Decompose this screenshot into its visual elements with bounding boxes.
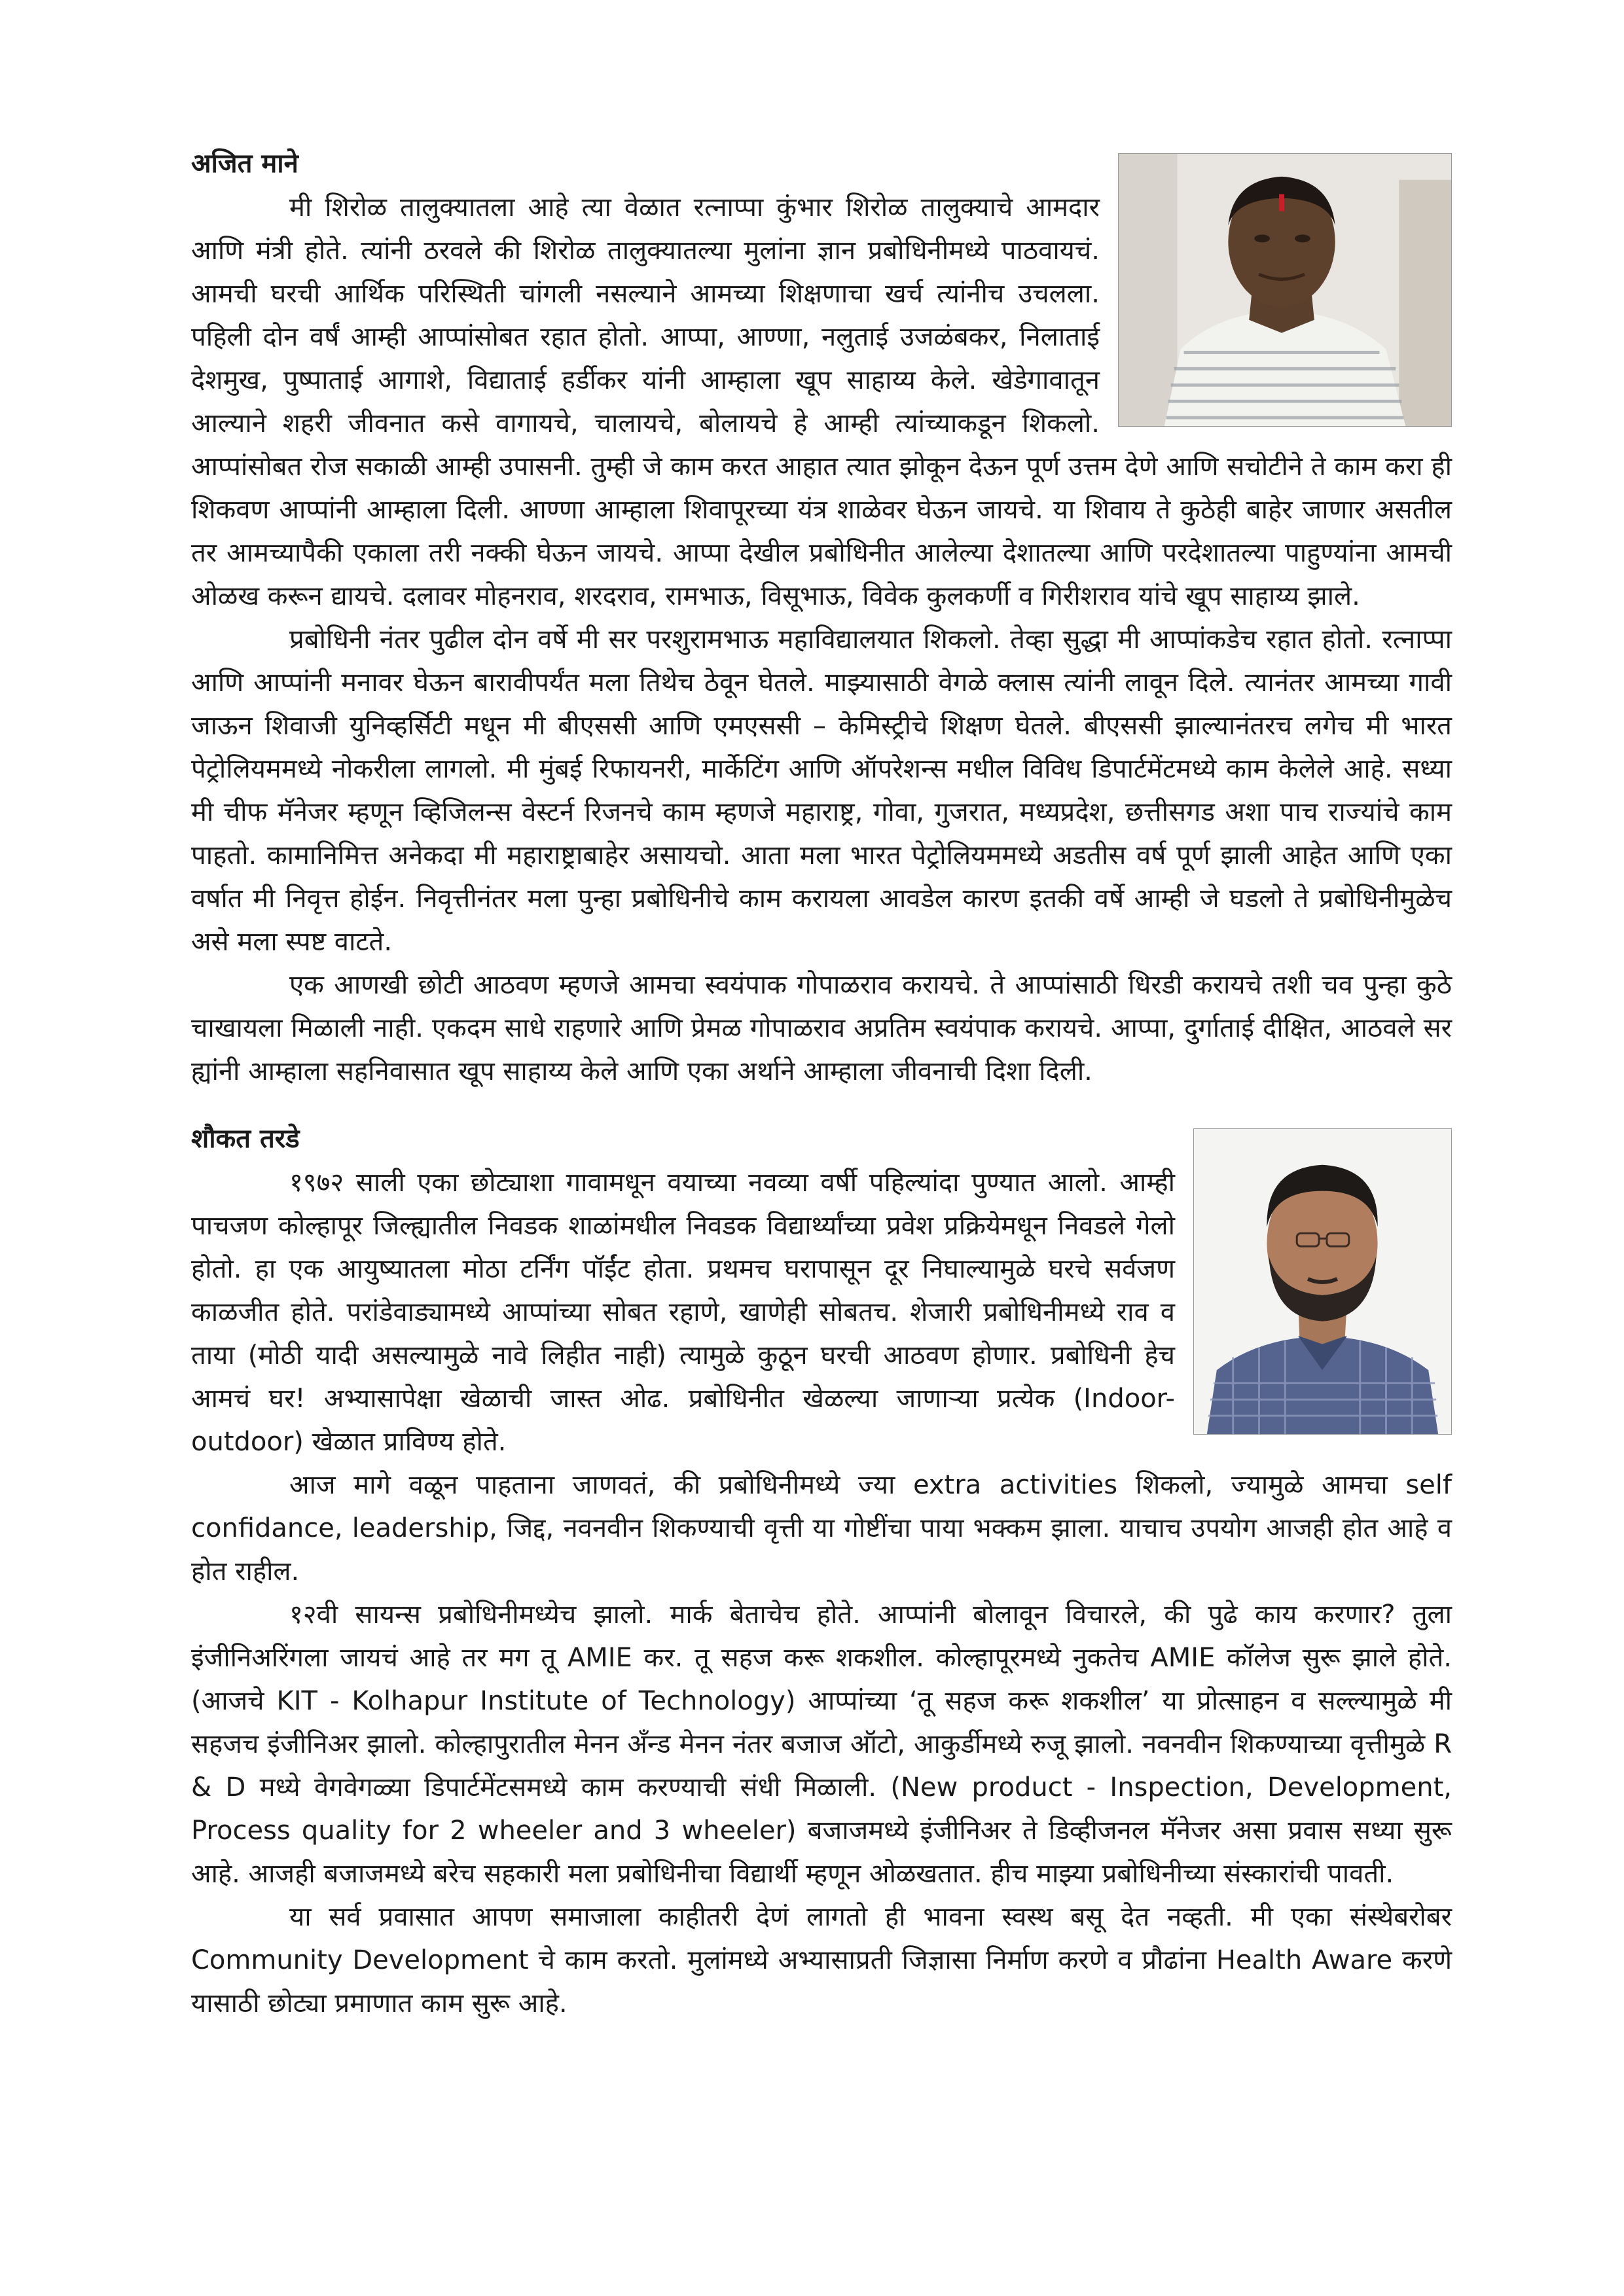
paragraph: मी शिरोळ तालुक्यातला आहे त्या वेळात रत्नाप्पा कुंभार शिरोळ तालुक्याचे आमदार आणि मंत्री होते. त्यांनी ठरवले की शिरोळ तालुक्यातल्या मुलांना ज्ञान प्रबोधिनीमध्ये पाठवायचं. आमची घरची आर्थिक परिस्थिती चांगली नसल्याने आमच्या शिक्षणाचा खर्च त्यांनीच उचलला. पहिली दोन वर्षं आम्ही आप्पांसोबत रहात होतो. आप्पा, आण्णा, नलुताई उजळंबकर, निलाताई देशमुख, पुष्पाताई आगाशे, विद्याताई हर्डीकर यांनी आम्हाला खूप साहाय्य केले. खेडेगावातून आल्याने शहरी जीवनात कसे वागायचे, चालायचे, बोलायचे हे आम्ही त्यांच्याकडून शिकलो. आप्पांसोबत रोज सकाळी आम्ही उपासनी. तुम्ही जे काम करत आहात त्यात झोकून देऊन पूर्ण उत्तम देणे आणि सचोटीने ते काम करा ही शिकवण आप्पांनी आम्हाला दिली. आण्णा आम्हाला शिवापूरच्या यंत्र शाळेवर घेऊन जायचे. या शिवाय ते कुठेही बाहेर जाणार असतील तर आमच्यापैकी एकाला तरी नक्की घेऊन जायचे. आप्पा देखील प्रबोधिनीत आलेल्या देशातल्या आणि परदेशातल्या पाहुण्यांना आमची ओळख करून द्यायचे. दलावर मोहनराव, शरदराव, रामभाऊ, विसूभाऊ, विवेक कुलकर्णी व गिरीशराव यांचे खूप साहाय्य झाले. (191, 192, 1452, 611)
paragraph: १९७२ साली एका छोट्याशा गावामधून वयाच्या नवव्या वर्षी पहिल्यांदा पुण्यात आलो. आम्ही पाचजण कोल्हापूर जिल्ह्यातील निवडक शाळांमधील निवडक विद्यार्थ्यांच्या प्रवेश प्रक्रियेमधून निवडले गेलो होतो. हा एक आयुष्यातला मोठा टर्निंग पॉईंट होता. प्रथमच घरापासून दूर निघाल्यामुळे घरचे सर्वजण काळजीत होते. परांडेवाड्यामध्ये आप्पांच्या सोबत रहाणे, खाणेही सोबतच. शेजारी प्रबोधिनीमध्ये राव व ताया (मोठी यादी असल्यामुळे नावे लिहीत नाही) त्यामुळे कुठून घरची आठवण होणार. प्रबोधिनी हेच आमचं घर! अभ्यासापेक्षा खेळाची जास्त ओढ. प्रबोधिनीत खेळल्या जाणाऱ्या प्रत्येक (Indoor-outdoor) खेळात प्राविण्य होते. (191, 1168, 1175, 1457)
portrait-image (1119, 154, 1451, 426)
paragraph: १२वी सायन्स प्रबोधिनीमध्येच झालो. मार्क बेताचेच होते. आप्पांनी बोलावून विचारले, की पुढे काय करणार? तुला इंजीनिअरिंगला जायचं आहे तर मग तू AMIE कर. तू सहज करू शकशील. कोल्हापूरमध्ये नुकतेच AMIE कॉलेज सुरू झाले होते. (आजचे KIT - Kolhapur Institute of Technology) आप्पांच्या ‘तू सहज करू शकशील’ या प्रोत्साहन व सल्ल्यामुळे मी सहजच इंजीनिअर झालो. कोल्हापुरातील मेनन अँन्ड मेनन नंतर बजाज ऑटो, आकुर्डीमध्ये रुजू झालो. नवनवीन शिकण्याच्या वृत्तीमुळे R & D मध्ये वेगवेगळ्या डिपार्टमेंटसमध्ये काम करण्याची संधी मिळाली. (New product - Inspection, Development, Process quality for 2 wheeler and 3 wheeler) बजाजमध्ये इंजीनिअर ते डिव्हीजनल मॅनेजर असा प्रवास सध्या सुरू आहे. आजही बजाजमध्ये बरेच सहकारी मला प्रबोधिनीचा विद्यार्थी म्हणून ओळखतात. हीच माझ्या प्रबोधिनीच्या संस्कारांची पावती. (191, 1600, 1452, 1889)
document-page (191, 145, 1452, 2025)
paragraph: एक आणखी छोटी आठवण म्हणजे आमचा स्वयंपाक गोपाळराव करायचे. ते आप्पांसाठी धिरडी करायचे तशी चव पुन्हा कुठे चाखायला मिळाली नाही. एकदम साधे राहणारे आणि प्रेमळ गोपाळराव अप्रतिम स्वयंपाक करायचे. आप्पा, दुर्गाताई दीक्षित, आठवले सर ह्यांनी आम्हाला सहनिवासात खूप साहाय्य केले आणि एका अर्थाने आम्हाला जीवनाची दिशा दिली. (191, 970, 1452, 1086)
section-heading: अजित माने (191, 149, 298, 179)
profile-section-shaukat-tarde (191, 1121, 1452, 2025)
profile-section-ajit-mane (191, 145, 1452, 1093)
portrait-photo (1118, 153, 1452, 427)
paragraph: या सर्व प्रवासात आपण समाजाला काहीतरी देणं लागतो ही भावना स्वस्थ बसू देत नव्हती. मी एका संस्थेबरोबर Community Development चे काम करतो. मुलांमध्ये अभ्यासाप्रती जिज्ञासा निर्माण करणे व प्रौढांना Health Aware करणे यासाठी छोट्या प्रमाणात काम सुरू आहे. (191, 1902, 1452, 2018)
paragraph: प्रबोधिनी नंतर पुढील दोन वर्षे मी सर परशुरामभाऊ महाविद्यालयात शिकलो. तेव्हा सुद्धा मी आप्पांकडेच रहात होतो. रत्नाप्पा आणि आप्पांनी मनावर घेऊन बारावीपर्यंत मला तिथेच ठेवून घेतले. माझ्यासाठी वेगळे क्लास त्यांनी लावून दिले. त्यानंतर आमच्या गावी जाऊन शिवाजी युनिव्हर्सिटी मधून मी बीएससी आणि एमएससी – केमिस्ट्रीचे शिक्षण घेतले. बीएससी झाल्यानंतरच लगेच मी भारत पेट्रोलियममध्ये नोकरीला लागलो. मी मुंबई रिफायनरी, मार्केटिंग आणि ऑपरेशन्स मधील विविध डिपार्टमेंटमध्ये काम केलेले आहे. सध्या मी चीफ मॅनेजर म्हणून व्हिजिलन्स वेस्टर्न रिजनचे काम म्हणजे महाराष्ट्र, गोवा, गुजरात, मध्यप्रदेश, छत्तीसगड अशा पाच राज्यांचे काम पाहतो. कामानिमित्त अनेकदा मी महाराष्ट्राबाहेर असायचो. आता मला भारत पेट्रोलियममध्ये अडतीस वर्ष पूर्ण झाली आहेत आणि एका वर्षात मी निवृत्त होईन. निवृत्तीनंतर मला पुन्हा प्रबोधिनीचे काम करायला आवडेल कारण इतकी वर्षे आम्ही जे घडलो ते प्रबोधिनीमुळेच असे मला स्पष्ट वाटते. (191, 624, 1452, 957)
section-heading: शौकत तरडे (191, 1124, 300, 1154)
paragraph: आज मागे वळून पाहताना जाणवतं, की प्रबोधिनीमध्ये ज्या extra activities शिकलो, ज्यामुळे आमचा self confidance, leadership, जिद्द, नवनवीन शिकण्याची वृत्ती या गोष्टींचा पाया भक्कम झाला. याचाच उपयोग आजही होत आहे व होत राहील. (191, 1470, 1452, 1587)
portrait-image (1194, 1129, 1451, 1434)
portrait-photo (1193, 1128, 1452, 1435)
